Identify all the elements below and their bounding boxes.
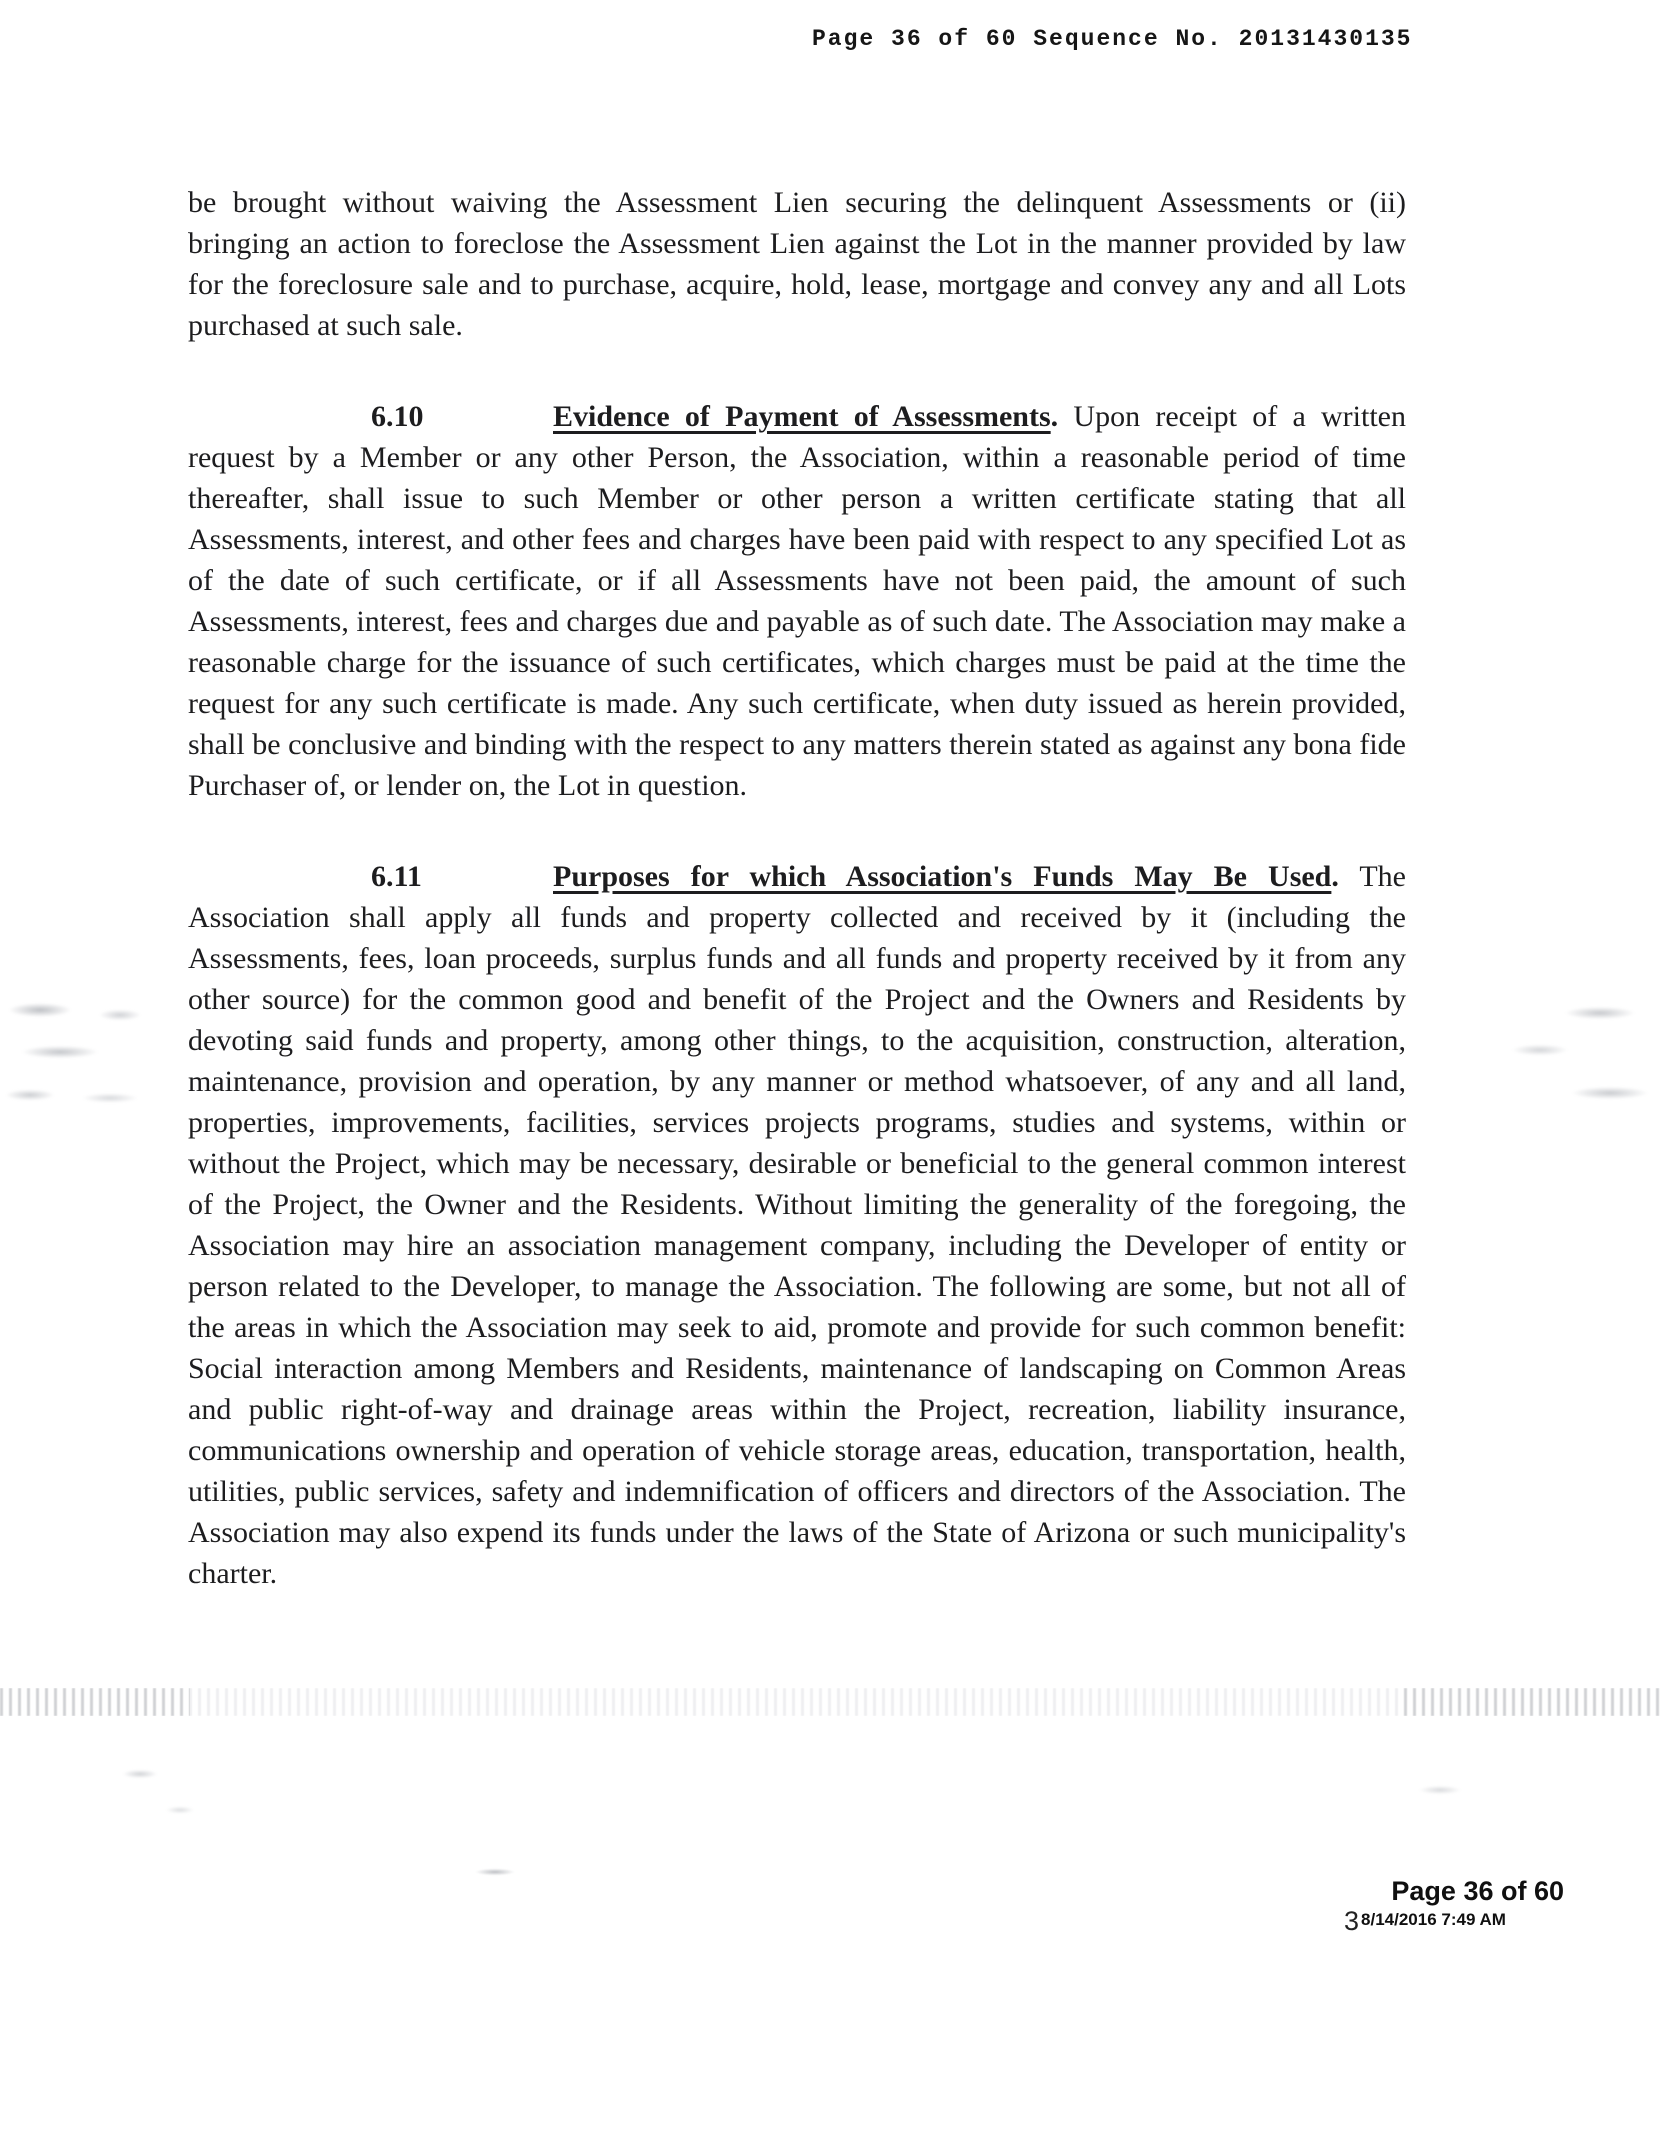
document-content	[188, 182, 1406, 1644]
section-heading: Purposes for which Association's Funds May Be Used	[553, 860, 1332, 893]
scan-artifact-lower-right	[1380, 1770, 1500, 1810]
scan-artifact-noise-band	[0, 1688, 1664, 1716]
footer-page-label: Page 36 of 60	[1391, 1876, 1564, 1906]
scan-artifact-right-margin	[1470, 995, 1664, 1125]
section-heading: Evidence of Payment of Assessments	[553, 400, 1051, 433]
scan-artifact-left-margin	[0, 990, 175, 1140]
section-6-11	[188, 856, 1406, 1594]
footer	[1330, 1876, 1580, 1936]
section-heading-period: .	[1050, 400, 1059, 433]
scan-artifact-footer-dots	[455, 1862, 535, 1882]
scan-artifact-bottom-left	[120, 1762, 240, 1822]
footer-stamp-digit: 3	[1344, 1906, 1360, 1936]
paragraph-continuation: be brought without waiving the Assessment Lien securing the delinquent Assessments or (ii) bringing an action to foreclose the Assessment Lien against the Lot in the manner provided by law for the foreclosure sale and to purchase, acquire, hold, lease, mortgage and convey any and all Lots purchased at such sale.	[188, 186, 1406, 342]
footer-timestamp-row	[1330, 1906, 1580, 1936]
section-number: 6.10	[371, 400, 424, 433]
section-number: 6.11	[371, 860, 422, 893]
footer-timestamp: 8/14/2016 7:49 AM	[1361, 1910, 1506, 1929]
scan-header-pagination: Page 36 of 60 Sequence No. 20131430135	[812, 26, 1413, 52]
section-body-text: Upon receipt of a written request by a Member or any other Person, the Association, within a reasonable period of time thereafter, shall issue to such Member or other person a written certificate stating that all Assessments, interest, and other fees and charges have been paid with respect to any specified Lot as of the date of such certificate, or if all Assessments have not been paid, the amount of such Assessments, interest, fees and charges due and payable as of such date. The Association may make a reasonable charge for the issuance of such certificates, which charges must be paid at the time the request for any such certificate is made. Any such certificate, when duty issued as herein provided, shall be conclusive and binding with the respect to any matters therein stated as against any bona fide Purchaser of, or lender on, the Lot in question.	[188, 400, 1406, 802]
section-heading-period: .	[1331, 860, 1339, 893]
section-6-10	[188, 396, 1406, 806]
section-body-text: The Association shall apply all funds and property collected and received by it (including the Assessments, fees, loan proceeds, surplus funds and all funds and property received by it from any other source) for the common good and benefit of the Project and the Owners and Residents by devoting said funds and property, among other things, to the acquisition, construction, alteration, maintenance, provision and operation, by any manner or method whatsoever, of any and all land, properties, improvements, facilities, services projects programs, studies and systems, within or without the Project, which may be necessary, desirable or beneficial to the general common interest of the Project, the Owner and the Residents. Without limiting the generality of the foregoing, the Association may hire an association management company, including the Developer of entity or person related to the Developer, to manage the Association. The following are some, but not all of the areas in which the Association may seek to aid, promote and provide for such common benefit: Social interaction among Members and Residents, maintenance of landscaping on Common Areas and public right-of-way and drainage areas within the Project, recreation, liability insurance, communications ownership and operation of vehicle storage areas, education, transportation, health, utilities, public services, safety and indemnification of officers and directors of the Association. The Association may also expend its funds under the laws of the State of Arizona or such municipality's charter.	[188, 860, 1406, 1590]
